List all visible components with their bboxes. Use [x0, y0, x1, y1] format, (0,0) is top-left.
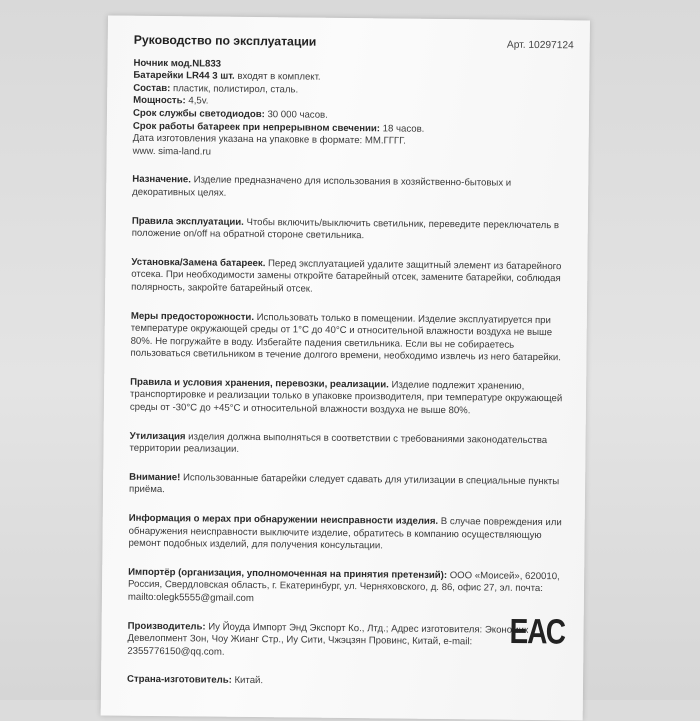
- document-title: Руководство по эксплуатации: [134, 34, 317, 49]
- spec-label: Срок работы батареек при непрерывном свечении:: [133, 120, 380, 134]
- section-label: Утилизация: [130, 430, 186, 442]
- section-text: Иу Йоуда Импорт Энд Экспорт Ко., Лтд.; Адрес изготовителя: Экономик Девелопмент Зон, Чоу Жианг Стр., Иу Сити, Чжэцзян Провинс, Китай, e-mail: 2355776150@qq.com.: [127, 621, 528, 657]
- sheet-header: [134, 34, 574, 53]
- section-label: Установка/Замена батареек.: [131, 256, 265, 268]
- section-text: В случае повреждения или обнаружения неисправности выключите изделие, обратитесь в компанию осуществляющую ремонт подобных изделий, для получения консультации.: [128, 516, 561, 552]
- section-text: Китай.: [232, 675, 263, 686]
- section-text: Изделие предназначено для использования в хозяйственно-бытовых и декоративных целях.: [132, 175, 511, 199]
- article-number: Арт. 10297124: [507, 40, 574, 53]
- section-storage: [130, 377, 570, 419]
- section-attention: [129, 472, 569, 502]
- spec-value: www. sima-land.ru: [133, 145, 211, 157]
- section-precautions: [130, 310, 571, 365]
- sheet-content: [127, 34, 574, 692]
- section-label: Производитель:: [128, 620, 206, 632]
- section-importer: [128, 567, 568, 609]
- section-label: Внимание!: [129, 472, 180, 484]
- section-battery-replacement: [131, 256, 571, 298]
- section-label: Меры предосторожности.: [131, 310, 254, 322]
- section-operation-rules: [132, 215, 572, 245]
- spec-value: 4,5v.: [186, 96, 209, 107]
- section-country: [127, 674, 567, 691]
- section-text: Перед эксплуатацией удалите защитный элемент из батарейного отсека. При необходимости замены откройте батарейный отсек, замените батарейки, соблюдая полярность, закройте батарейный отсек.: [131, 258, 561, 295]
- spec-value: 18 часов.: [380, 123, 424, 134]
- section-purpose: [132, 174, 572, 204]
- section-text: Использовать только в помещении. Изделие эксплуатируется при температуре окружающей среды от 1°С до 40°С и относительной влажности воздуха не выше 80%. Не погружайте в воду. Избегайте падения светильника. Если вы не собираетесь пользоваться светильником в течение долгого времени, необходимо извлечь из него батарейки.: [130, 312, 561, 364]
- section-label: Импортёр (организация, уполномоченная на принятия претензий):: [128, 567, 447, 581]
- section-label: Правила эксплуатации.: [132, 215, 244, 227]
- section-label: Страна-изготовитель:: [127, 674, 232, 686]
- section-text: Использованные батарейки следует сдавать для утилизации в специальные пункты приёма.: [129, 472, 559, 495]
- section-label: Правила и условия хранения, перевозки, реализации.: [130, 377, 389, 391]
- section-label: Информация о мерах при обнаружении неисправности изделия.: [129, 513, 438, 527]
- spec-value: 30 000 часов.: [265, 109, 328, 121]
- section-manufacturer: [127, 620, 567, 662]
- section-disposal: [129, 430, 569, 460]
- spec-value: Дата изготовления указана на упаковке в формате: ММ.ГГГГ.: [133, 133, 406, 147]
- spec-label: Батарейки LR44 3 шт.: [133, 70, 234, 82]
- section-text: изделия должна выполняться в соответствии с требованиями законодательства территории реализации.: [129, 431, 547, 455]
- spec-label: Срок службы светодиодов:: [133, 108, 265, 120]
- section-malfunction: [128, 513, 568, 555]
- eac-certification-mark: ЕАС: [509, 612, 565, 653]
- spec-value: пластик, полистирол, сталь.: [170, 83, 298, 95]
- spec-value: входят в комплект.: [235, 71, 321, 83]
- section-label: Назначение.: [132, 174, 191, 186]
- section-text: ООО «Моисей», 620010, Россия, Свердловская область, г. Екатеринбург, ул. Черняховского, д. 86, офис 27, эл. почта: mailto:olegk5555@gmail.com: [128, 570, 560, 604]
- spec-label: Состав:: [133, 83, 170, 94]
- instruction-sheet: [101, 15, 590, 720]
- spec-label: Мощность:: [133, 95, 186, 107]
- section-text: Чтобы включить/выключить светильник, переведите переключатель в положение on/off на обратной стороне светильника.: [132, 216, 559, 241]
- spec-label: Ночник мод.NL833: [133, 57, 221, 69]
- specs-block: [133, 57, 574, 162]
- section-text: Изделие подлежит хранению, транспортировке и реализации только в упаковке производителя, при температуре окружающей среды от -30°С до +45°С и относительной влажности воздуха не выше 80%.: [130, 379, 562, 416]
